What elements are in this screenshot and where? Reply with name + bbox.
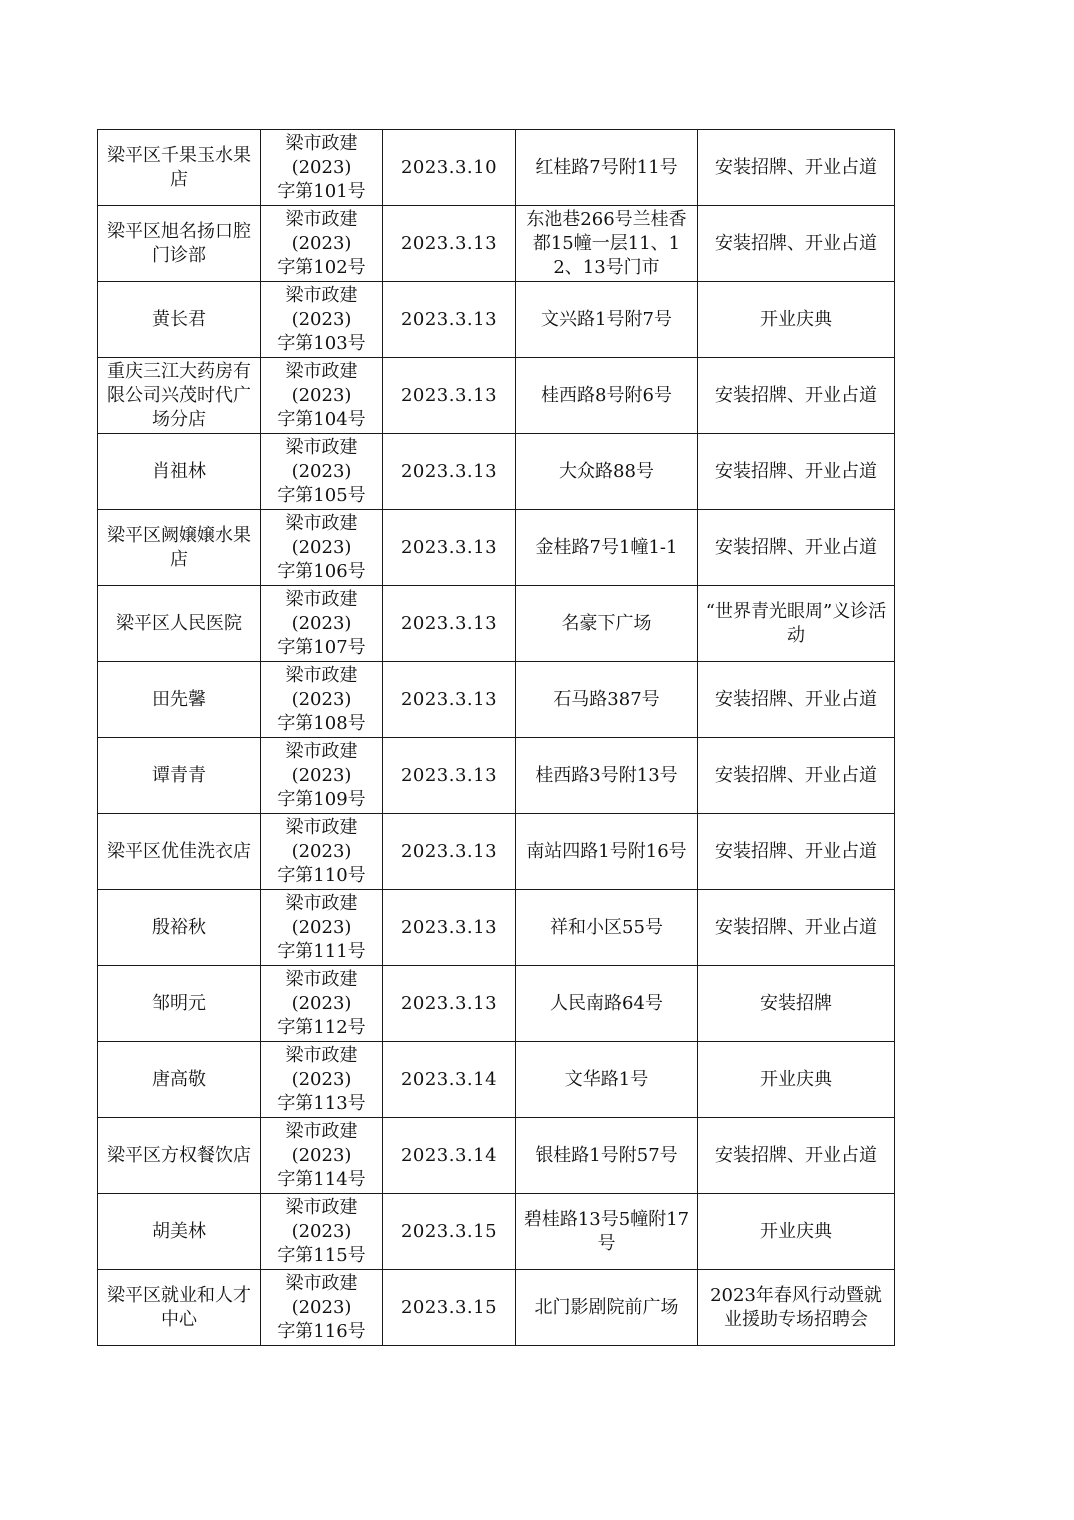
date-cell: 2023.3.13 bbox=[383, 966, 516, 1042]
applicant-cell: 梁平区方权餐饮店 bbox=[98, 1118, 261, 1194]
location-cell: 名豪下广场 bbox=[516, 586, 698, 662]
permit-number-line: (2023) bbox=[291, 688, 352, 710]
applicant-cell: 梁平区就业和人才中心 bbox=[98, 1270, 261, 1346]
location-cell: 东池巷266号兰桂香都15幢一层11、12、13号门市 bbox=[516, 206, 698, 282]
matter-cell: 安装招牌、开业占道 bbox=[698, 662, 895, 738]
table-row bbox=[98, 358, 895, 434]
permit-number-line: 梁市政建 bbox=[285, 816, 358, 838]
permit-number-line: (2023) bbox=[291, 1296, 352, 1318]
table-row bbox=[98, 282, 895, 358]
applicant-cell: 梁平区优佳洗衣店 bbox=[98, 814, 261, 890]
permit-table bbox=[97, 129, 895, 1346]
permit-number-cell bbox=[261, 814, 383, 890]
permit-number-line: 字第112号 bbox=[277, 1016, 366, 1038]
matter-cell: 安装招牌、开业占道 bbox=[698, 814, 895, 890]
permit-number-line: 梁市政建 bbox=[285, 1120, 358, 1142]
applicant-cell: 梁平区千果玉水果店 bbox=[98, 130, 261, 206]
applicant-cell: 黄长君 bbox=[98, 282, 261, 358]
location-cell: 红桂路7号附11号 bbox=[516, 130, 698, 206]
permit-number-line: (2023) bbox=[291, 156, 352, 178]
permit-number-line: 梁市政建 bbox=[285, 740, 358, 762]
date-cell: 2023.3.13 bbox=[383, 434, 516, 510]
location-cell: 人民南路64号 bbox=[516, 966, 698, 1042]
table-row bbox=[98, 1194, 895, 1270]
permit-number-line: (2023) bbox=[291, 764, 352, 786]
date-cell: 2023.3.15 bbox=[383, 1270, 516, 1346]
date-cell: 2023.3.13 bbox=[383, 586, 516, 662]
table-row bbox=[98, 434, 895, 510]
date-cell: 2023.3.13 bbox=[383, 358, 516, 434]
applicant-cell: 重庆三江大药房有限公司兴茂时代广场分店 bbox=[98, 358, 261, 434]
table-row bbox=[98, 890, 895, 966]
matter-cell: 安装招牌、开业占道 bbox=[698, 130, 895, 206]
applicant-cell: 唐高敬 bbox=[98, 1042, 261, 1118]
matter-cell: 安装招牌、开业占道 bbox=[698, 206, 895, 282]
date-cell: 2023.3.13 bbox=[383, 814, 516, 890]
permit-number-line: (2023) bbox=[291, 536, 352, 558]
permit-number-cell bbox=[261, 1118, 383, 1194]
date-cell: 2023.3.13 bbox=[383, 662, 516, 738]
permit-number-line: 字第114号 bbox=[277, 1168, 366, 1190]
permit-number-line: (2023) bbox=[291, 308, 352, 330]
permit-number-line: 字第104号 bbox=[277, 408, 366, 430]
permit-number-cell bbox=[261, 130, 383, 206]
permit-number-line: 字第111号 bbox=[277, 940, 366, 962]
permit-number-line: 梁市政建 bbox=[285, 360, 358, 382]
permit-number-line: 字第110号 bbox=[277, 864, 366, 886]
permit-number-line: 梁市政建 bbox=[285, 588, 358, 610]
permit-number-line: 梁市政建 bbox=[285, 892, 358, 914]
table-row bbox=[98, 1042, 895, 1118]
permit-number-line: 梁市政建 bbox=[285, 512, 358, 534]
matter-cell: 安装招牌、开业占道 bbox=[698, 510, 895, 586]
permit-number-line: 字第116号 bbox=[277, 1320, 366, 1342]
matter-cell: 安装招牌、开业占道 bbox=[698, 358, 895, 434]
table-row bbox=[98, 510, 895, 586]
permit-number-line: (2023) bbox=[291, 992, 352, 1014]
table-row bbox=[98, 738, 895, 814]
matter-cell: 开业庆典 bbox=[698, 1042, 895, 1118]
matter-cell: 2023年春风行动暨就业援助专场招聘会 bbox=[698, 1270, 895, 1346]
permit-number-cell bbox=[261, 966, 383, 1042]
location-cell: 桂西路3号附13号 bbox=[516, 738, 698, 814]
permit-number-line: (2023) bbox=[291, 460, 352, 482]
permit-number-line: 字第109号 bbox=[277, 788, 366, 810]
permit-number-line: (2023) bbox=[291, 1220, 352, 1242]
permit-number-cell bbox=[261, 890, 383, 966]
location-cell: 文华路1号 bbox=[516, 1042, 698, 1118]
matter-cell: 安装招牌、开业占道 bbox=[698, 890, 895, 966]
applicant-cell: 肖祖林 bbox=[98, 434, 261, 510]
permit-number-line: 字第102号 bbox=[277, 256, 366, 278]
permit-number-line: (2023) bbox=[291, 384, 352, 406]
permit-number-cell bbox=[261, 206, 383, 282]
matter-cell: 安装招牌、开业占道 bbox=[698, 434, 895, 510]
applicant-cell: 梁平区阙嬢嬢水果店 bbox=[98, 510, 261, 586]
permit-number-line: 梁市政建 bbox=[285, 968, 358, 990]
date-cell: 2023.3.13 bbox=[383, 510, 516, 586]
permit-number-line: (2023) bbox=[291, 1144, 352, 1166]
applicant-cell: 梁平区人民医院 bbox=[98, 586, 261, 662]
location-cell: 金桂路7号1幢1-1 bbox=[516, 510, 698, 586]
date-cell: 2023.3.13 bbox=[383, 890, 516, 966]
date-cell: 2023.3.13 bbox=[383, 206, 516, 282]
permit-number-line: 梁市政建 bbox=[285, 1272, 358, 1294]
permit-number-line: (2023) bbox=[291, 840, 352, 862]
table-row bbox=[98, 130, 895, 206]
date-cell: 2023.3.15 bbox=[383, 1194, 516, 1270]
permit-table-body bbox=[98, 130, 895, 1346]
permit-number-cell bbox=[261, 434, 383, 510]
date-cell: 2023.3.14 bbox=[383, 1118, 516, 1194]
permit-number-line: 字第115号 bbox=[277, 1244, 366, 1266]
date-cell: 2023.3.14 bbox=[383, 1042, 516, 1118]
location-cell: 大众路88号 bbox=[516, 434, 698, 510]
applicant-cell: 梁平区旭名扬口腔门诊部 bbox=[98, 206, 261, 282]
permit-number-line: 字第107号 bbox=[277, 636, 366, 658]
permit-number-cell bbox=[261, 1270, 383, 1346]
permit-number-line: 字第108号 bbox=[277, 712, 366, 734]
table-row bbox=[98, 662, 895, 738]
location-cell: 祥和小区55号 bbox=[516, 890, 698, 966]
applicant-cell: 胡美林 bbox=[98, 1194, 261, 1270]
table-row bbox=[98, 814, 895, 890]
table-row bbox=[98, 966, 895, 1042]
permit-number-line: 梁市政建 bbox=[285, 1044, 358, 1066]
applicant-cell: 田先馨 bbox=[98, 662, 261, 738]
permit-number-cell bbox=[261, 510, 383, 586]
permit-number-line: 梁市政建 bbox=[285, 284, 358, 306]
permit-number-cell bbox=[261, 282, 383, 358]
applicant-cell: 邹明元 bbox=[98, 966, 261, 1042]
permit-number-line: 梁市政建 bbox=[285, 664, 358, 686]
matter-cell: 开业庆典 bbox=[698, 1194, 895, 1270]
permit-number-line: 梁市政建 bbox=[285, 208, 358, 230]
location-cell: 碧桂路13号5幢附17号 bbox=[516, 1194, 698, 1270]
location-cell: 文兴路1号附7号 bbox=[516, 282, 698, 358]
permit-number-line: (2023) bbox=[291, 612, 352, 634]
matter-cell: 开业庆典 bbox=[698, 282, 895, 358]
permit-number-line: 字第101号 bbox=[277, 180, 366, 202]
table-row bbox=[98, 1270, 895, 1346]
permit-number-cell bbox=[261, 1194, 383, 1270]
permit-number-cell bbox=[261, 1042, 383, 1118]
permit-number-cell bbox=[261, 586, 383, 662]
date-cell: 2023.3.13 bbox=[383, 282, 516, 358]
matter-cell: 安装招牌、开业占道 bbox=[698, 1118, 895, 1194]
date-cell: 2023.3.10 bbox=[383, 130, 516, 206]
permit-number-line: (2023) bbox=[291, 232, 352, 254]
permit-number-line: 字第106号 bbox=[277, 560, 366, 582]
permit-number-cell bbox=[261, 738, 383, 814]
location-cell: 桂西路8号附6号 bbox=[516, 358, 698, 434]
matter-cell: 安装招牌、开业占道 bbox=[698, 738, 895, 814]
permit-number-line: 字第105号 bbox=[277, 484, 366, 506]
table-row bbox=[98, 206, 895, 282]
permit-number-cell bbox=[261, 358, 383, 434]
matter-cell: “世界青光眼周”义诊活动 bbox=[698, 586, 895, 662]
permit-number-line: 字第103号 bbox=[277, 332, 366, 354]
permit-number-line: 字第113号 bbox=[277, 1092, 366, 1114]
location-cell: 石马路387号 bbox=[516, 662, 698, 738]
permit-number-line: (2023) bbox=[291, 1068, 352, 1090]
matter-cell: 安装招牌 bbox=[698, 966, 895, 1042]
permit-number-line: 梁市政建 bbox=[285, 132, 358, 154]
date-cell: 2023.3.13 bbox=[383, 738, 516, 814]
permit-number-line: (2023) bbox=[291, 916, 352, 938]
table-row bbox=[98, 586, 895, 662]
applicant-cell: 殷裕秋 bbox=[98, 890, 261, 966]
permit-number-cell bbox=[261, 662, 383, 738]
location-cell: 银桂路1号附57号 bbox=[516, 1118, 698, 1194]
applicant-cell: 谭青青 bbox=[98, 738, 261, 814]
permit-number-line: 梁市政建 bbox=[285, 436, 358, 458]
location-cell: 北门影剧院前广场 bbox=[516, 1270, 698, 1346]
permit-number-line: 梁市政建 bbox=[285, 1196, 358, 1218]
table-row bbox=[98, 1118, 895, 1194]
location-cell: 南站四路1号附16号 bbox=[516, 814, 698, 890]
